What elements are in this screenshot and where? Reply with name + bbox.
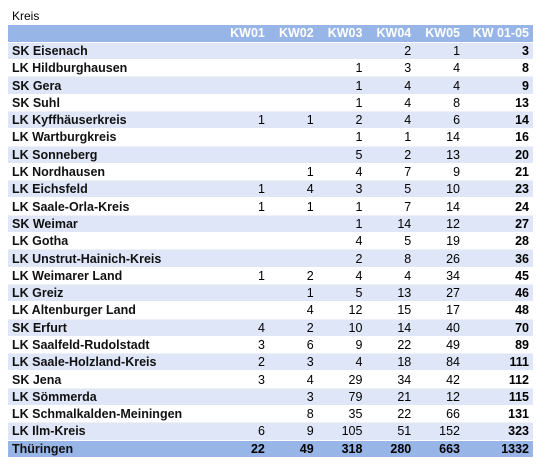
- cell-kw01: [220, 146, 269, 163]
- table-row: [8, 94, 533, 111]
- cell-total: 16: [464, 129, 533, 146]
- cell-kw04: 14: [366, 319, 415, 336]
- table-row: [8, 336, 533, 353]
- cell-total: 323: [464, 423, 533, 440]
- cell-kw01: [220, 284, 269, 301]
- table-row: [8, 423, 533, 440]
- column-header-kw04: KW04: [366, 25, 415, 42]
- table-row: [8, 406, 533, 423]
- cell-kw01: 3: [220, 371, 269, 388]
- cell-kw03: [318, 42, 367, 59]
- cell-kw05: 12: [415, 215, 464, 232]
- row-name: LK Sömmerda: [8, 388, 220, 405]
- cell-kw05: 49: [415, 336, 464, 353]
- row-name: LK Nordhausen: [8, 163, 220, 180]
- cell-kw03: 9: [318, 336, 367, 353]
- cell-kw03: 1: [318, 94, 367, 111]
- cell-kw01: 4: [220, 319, 269, 336]
- cell-kw05: 40: [415, 319, 464, 336]
- column-header-kw05: KW05: [415, 25, 464, 42]
- cell-kw02: [269, 129, 318, 146]
- table-row: [8, 198, 533, 215]
- cell-total: 9: [464, 77, 533, 94]
- cell-kw03: 4: [318, 163, 367, 180]
- cell-kw03: 4: [318, 267, 367, 284]
- row-name: LK Sonneberg: [8, 146, 220, 163]
- cell-total: 8: [464, 60, 533, 77]
- table-header-row: [8, 25, 533, 42]
- cell-kw03: 1: [318, 215, 367, 232]
- table-row: [8, 319, 533, 336]
- cell-kw04: 21: [366, 388, 415, 405]
- cell-kw04: 2: [366, 146, 415, 163]
- row-name: LK Kyffhäuserkreis: [8, 111, 220, 128]
- table-row: [8, 388, 533, 405]
- total-row-name: Thüringen: [8, 440, 220, 457]
- cell-total: 45: [464, 267, 533, 284]
- cell-kw02: 2: [269, 319, 318, 336]
- cell-kw02: 8: [269, 406, 318, 423]
- cell-kw04: 4: [366, 94, 415, 111]
- cell-kw02: 2: [269, 267, 318, 284]
- cell-kw03: 1: [318, 77, 367, 94]
- cases-table: [8, 25, 533, 457]
- cell-total: 46: [464, 284, 533, 301]
- cell-total: 3: [464, 42, 533, 59]
- cell-kw03: 79: [318, 388, 367, 405]
- cell-kw01: [220, 215, 269, 232]
- row-name: LK Hildburghausen: [8, 60, 220, 77]
- cell-kw01: [220, 406, 269, 423]
- cell-kw03: 1: [318, 129, 367, 146]
- cell-kw01: [220, 42, 269, 59]
- cell-kw02: 6: [269, 336, 318, 353]
- cell-kw04: 8: [366, 250, 415, 267]
- cell-kw03: 4: [318, 354, 367, 371]
- cell-kw01: 1: [220, 111, 269, 128]
- cell-kw04: 14: [366, 215, 415, 232]
- total-row-kw02: 49: [269, 440, 318, 457]
- cell-total: 48: [464, 302, 533, 319]
- cell-kw01: 6: [220, 423, 269, 440]
- cell-total: 23: [464, 181, 533, 198]
- row-name: SK Eisenach: [8, 42, 220, 59]
- table-row: [8, 42, 533, 59]
- table-row: [8, 284, 533, 301]
- cell-kw02: [269, 42, 318, 59]
- cell-kw04: 3: [366, 60, 415, 77]
- cell-kw01: [220, 388, 269, 405]
- cell-kw03: 10: [318, 319, 367, 336]
- total-row-kw04: 280: [366, 440, 415, 457]
- cell-kw04: 22: [366, 406, 415, 423]
- cell-kw05: 66: [415, 406, 464, 423]
- cell-kw01: 1: [220, 181, 269, 198]
- table-row: [8, 233, 533, 250]
- total-row: [8, 440, 533, 457]
- table-row: [8, 354, 533, 371]
- cell-kw04: 4: [366, 111, 415, 128]
- row-name: LK Ilm-Kreis: [8, 423, 220, 440]
- cell-kw04: 7: [366, 163, 415, 180]
- cell-total: 13: [464, 94, 533, 111]
- sheet-title: Kreis: [12, 9, 40, 23]
- cell-kw01: 1: [220, 198, 269, 215]
- cell-kw05: 84: [415, 354, 464, 371]
- cell-kw03: 5: [318, 284, 367, 301]
- cell-total: 112: [464, 371, 533, 388]
- row-name: LK Greiz: [8, 284, 220, 301]
- row-name: SK Jena: [8, 371, 220, 388]
- cell-kw05: 27: [415, 284, 464, 301]
- cell-total: 36: [464, 250, 533, 267]
- cell-kw05: 34: [415, 267, 464, 284]
- cell-kw04: 15: [366, 302, 415, 319]
- cell-kw03: 29: [318, 371, 367, 388]
- cell-total: 28: [464, 233, 533, 250]
- row-name: LK Altenburger Land: [8, 302, 220, 319]
- table-row: [8, 146, 533, 163]
- column-header-total: KW 01-05: [464, 25, 533, 42]
- row-name: LK Saalfeld-Rudolstadt: [8, 336, 220, 353]
- cell-kw04: 13: [366, 284, 415, 301]
- cell-kw01: [220, 233, 269, 250]
- cell-kw01: 3: [220, 336, 269, 353]
- table-row: [8, 129, 533, 146]
- cell-kw05: 8: [415, 94, 464, 111]
- row-name: LK Saale-Orla-Kreis: [8, 198, 220, 215]
- cell-kw03: 35: [318, 406, 367, 423]
- cell-kw05: 17: [415, 302, 464, 319]
- cell-kw03: 3: [318, 181, 367, 198]
- column-header-name: [8, 25, 220, 42]
- cell-kw01: [220, 94, 269, 111]
- cell-kw01: [220, 77, 269, 94]
- table-row: [8, 111, 533, 128]
- cell-kw02: [269, 250, 318, 267]
- table-row: [8, 163, 533, 180]
- row-name: SK Suhl: [8, 94, 220, 111]
- cell-kw02: 1: [269, 198, 318, 215]
- cell-kw02: [269, 233, 318, 250]
- cell-kw02: 4: [269, 371, 318, 388]
- cell-total: 20: [464, 146, 533, 163]
- row-name: LK Unstrut-Hainich-Kreis: [8, 250, 220, 267]
- cell-kw03: 5: [318, 146, 367, 163]
- cell-kw04: 4: [366, 77, 415, 94]
- cell-kw01: [220, 302, 269, 319]
- cell-kw05: 152: [415, 423, 464, 440]
- column-header-kw02: KW02: [269, 25, 318, 42]
- cell-total: 21: [464, 163, 533, 180]
- cell-kw05: 42: [415, 371, 464, 388]
- cell-kw04: 5: [366, 181, 415, 198]
- cell-kw01: [220, 129, 269, 146]
- cell-kw04: 4: [366, 267, 415, 284]
- cell-kw03: 2: [318, 250, 367, 267]
- row-name: SK Gera: [8, 77, 220, 94]
- cell-kw02: 4: [269, 181, 318, 198]
- table-row: [8, 267, 533, 284]
- cell-kw05: 26: [415, 250, 464, 267]
- row-name: LK Wartburgkreis: [8, 129, 220, 146]
- table-row: [8, 181, 533, 198]
- cell-kw03: 105: [318, 423, 367, 440]
- cell-kw05: 19: [415, 233, 464, 250]
- cell-kw04: 5: [366, 233, 415, 250]
- row-name: LK Gotha: [8, 233, 220, 250]
- cell-kw03: 1: [318, 198, 367, 215]
- cell-total: 131: [464, 406, 533, 423]
- cell-kw05: 6: [415, 111, 464, 128]
- cell-kw05: 1: [415, 42, 464, 59]
- cell-kw02: 1: [269, 111, 318, 128]
- cell-total: 24: [464, 198, 533, 215]
- table-row: [8, 77, 533, 94]
- table-row: [8, 215, 533, 232]
- cell-total: 115: [464, 388, 533, 405]
- cell-kw02: 1: [269, 284, 318, 301]
- total-row-kw01: 22: [220, 440, 269, 457]
- cell-kw04: 18: [366, 354, 415, 371]
- column-header-kw01: KW01: [220, 25, 269, 42]
- column-header-kw03: KW03: [318, 25, 367, 42]
- cell-kw05: 10: [415, 181, 464, 198]
- row-name: SK Weimar: [8, 215, 220, 232]
- cell-kw01: 1: [220, 267, 269, 284]
- cell-kw04: 1: [366, 129, 415, 146]
- table-row: [8, 60, 533, 77]
- cell-kw02: [269, 60, 318, 77]
- table-row: [8, 250, 533, 267]
- table-row: [8, 371, 533, 388]
- cell-kw01: [220, 163, 269, 180]
- cell-kw03: 1: [318, 60, 367, 77]
- total-row-kw03: 318: [318, 440, 367, 457]
- total-row-total: 1332: [464, 440, 533, 457]
- cell-kw04: 7: [366, 198, 415, 215]
- cell-kw05: 12: [415, 388, 464, 405]
- table-row: [8, 302, 533, 319]
- row-name: LK Saale-Holzland-Kreis: [8, 354, 220, 371]
- cell-kw05: 4: [415, 77, 464, 94]
- cell-total: 14: [464, 111, 533, 128]
- cell-kw03: 2: [318, 111, 367, 128]
- cell-kw02: 4: [269, 302, 318, 319]
- cell-kw04: 2: [366, 42, 415, 59]
- cell-kw05: 4: [415, 60, 464, 77]
- cell-kw02: [269, 146, 318, 163]
- cell-kw03: 12: [318, 302, 367, 319]
- cell-kw04: 51: [366, 423, 415, 440]
- cell-total: 89: [464, 336, 533, 353]
- cell-total: 111: [464, 354, 533, 371]
- cell-kw02: 9: [269, 423, 318, 440]
- total-row-kw05: 663: [415, 440, 464, 457]
- cell-kw02: 3: [269, 354, 318, 371]
- row-name: SK Erfurt: [8, 319, 220, 336]
- cell-kw01: [220, 250, 269, 267]
- cell-kw05: 14: [415, 198, 464, 215]
- cell-kw02: [269, 94, 318, 111]
- row-name: LK Schmalkalden-Meiningen: [8, 406, 220, 423]
- cell-kw05: 13: [415, 146, 464, 163]
- row-name: LK Eichsfeld: [8, 181, 220, 198]
- cell-kw02: [269, 77, 318, 94]
- row-name: LK Weimarer Land: [8, 267, 220, 284]
- cell-kw02: [269, 215, 318, 232]
- cell-kw03: 4: [318, 233, 367, 250]
- cell-kw04: 22: [366, 336, 415, 353]
- cell-kw01: [220, 60, 269, 77]
- cell-kw01: 2: [220, 354, 269, 371]
- cell-kw05: 14: [415, 129, 464, 146]
- cell-kw04: 34: [366, 371, 415, 388]
- cell-kw02: 1: [269, 163, 318, 180]
- cell-total: 27: [464, 215, 533, 232]
- cell-total: 70: [464, 319, 533, 336]
- cell-kw02: 3: [269, 388, 318, 405]
- cell-kw05: 9: [415, 163, 464, 180]
